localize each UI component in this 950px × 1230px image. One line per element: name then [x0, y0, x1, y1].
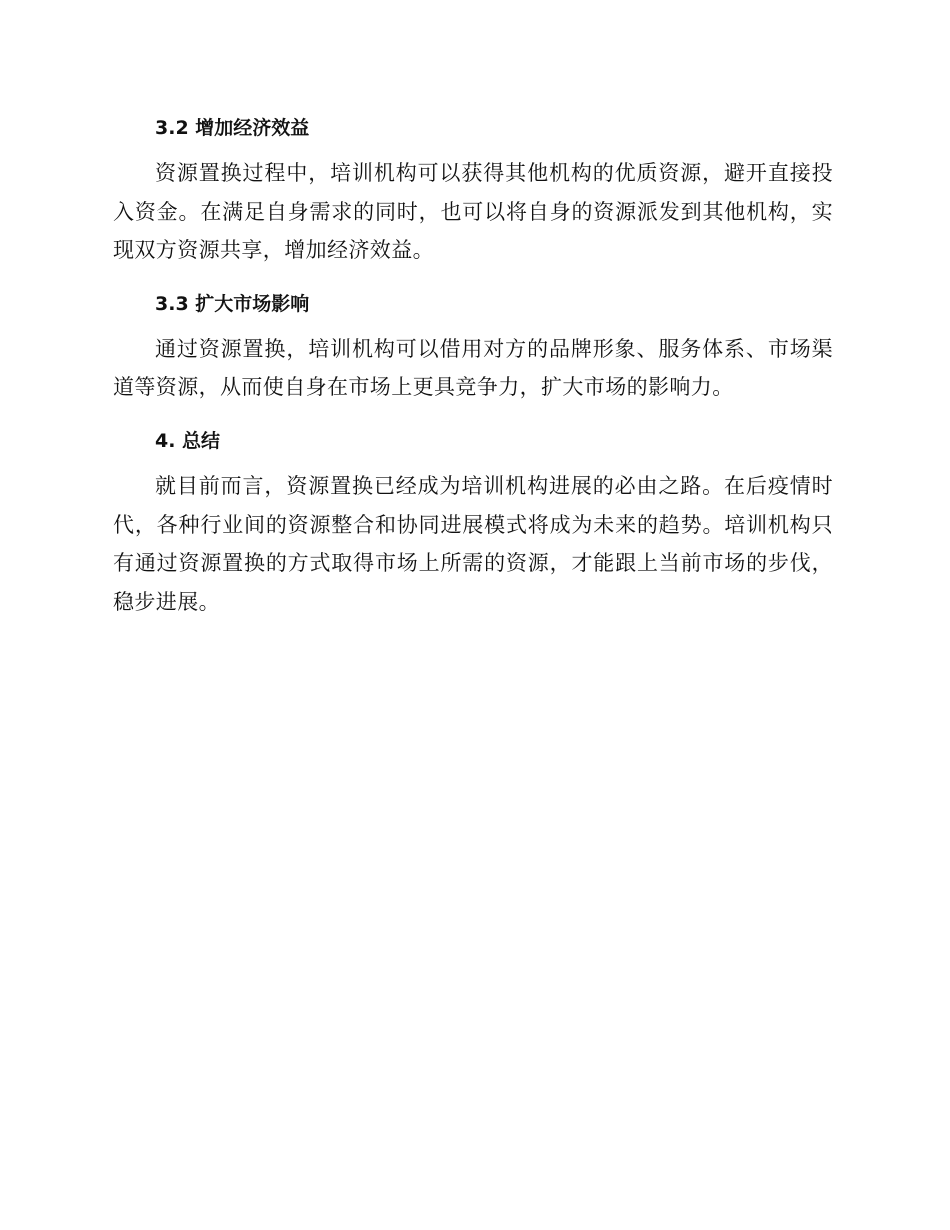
section-heading-3-3: 3.3 扩大市场影响: [155, 292, 310, 315]
section-heading-4: 4. 总结: [155, 429, 221, 452]
section-heading-3-2: 3.2 增加经济效益: [155, 117, 310, 139]
section-paragraph-3-3: 通过资源置换，培训机构可以借用对方的品牌形象、服务体系、市场渠道等资源，从而使自身在市场上更具竞争力，扩大市场的影响力。: [113, 336, 833, 400]
section-gap: [113, 413, 833, 421]
section-gap: [113, 276, 833, 284]
section-paragraph-3-2: 资源置换过程中，培训机构可以获得其他机构的优质资源，避开直接投入资金。在满足自身需求的同时，也可以将自身的资源派发到其他机构，实现双方资源共享，增加经济效益。: [113, 161, 833, 263]
section-paragraph-4: 就目前而言，资源置换已经成为培训机构进展的必由之路。在后疫情时代，各种行业间的资源整合和协同进展模式将成为未来的趋势。培训机构只有通过资源置换的方式取得市场上所需的资源，才能跟上当前市场的步伐，稳步进展。: [113, 473, 833, 614]
document-body: [113, 108, 833, 627]
